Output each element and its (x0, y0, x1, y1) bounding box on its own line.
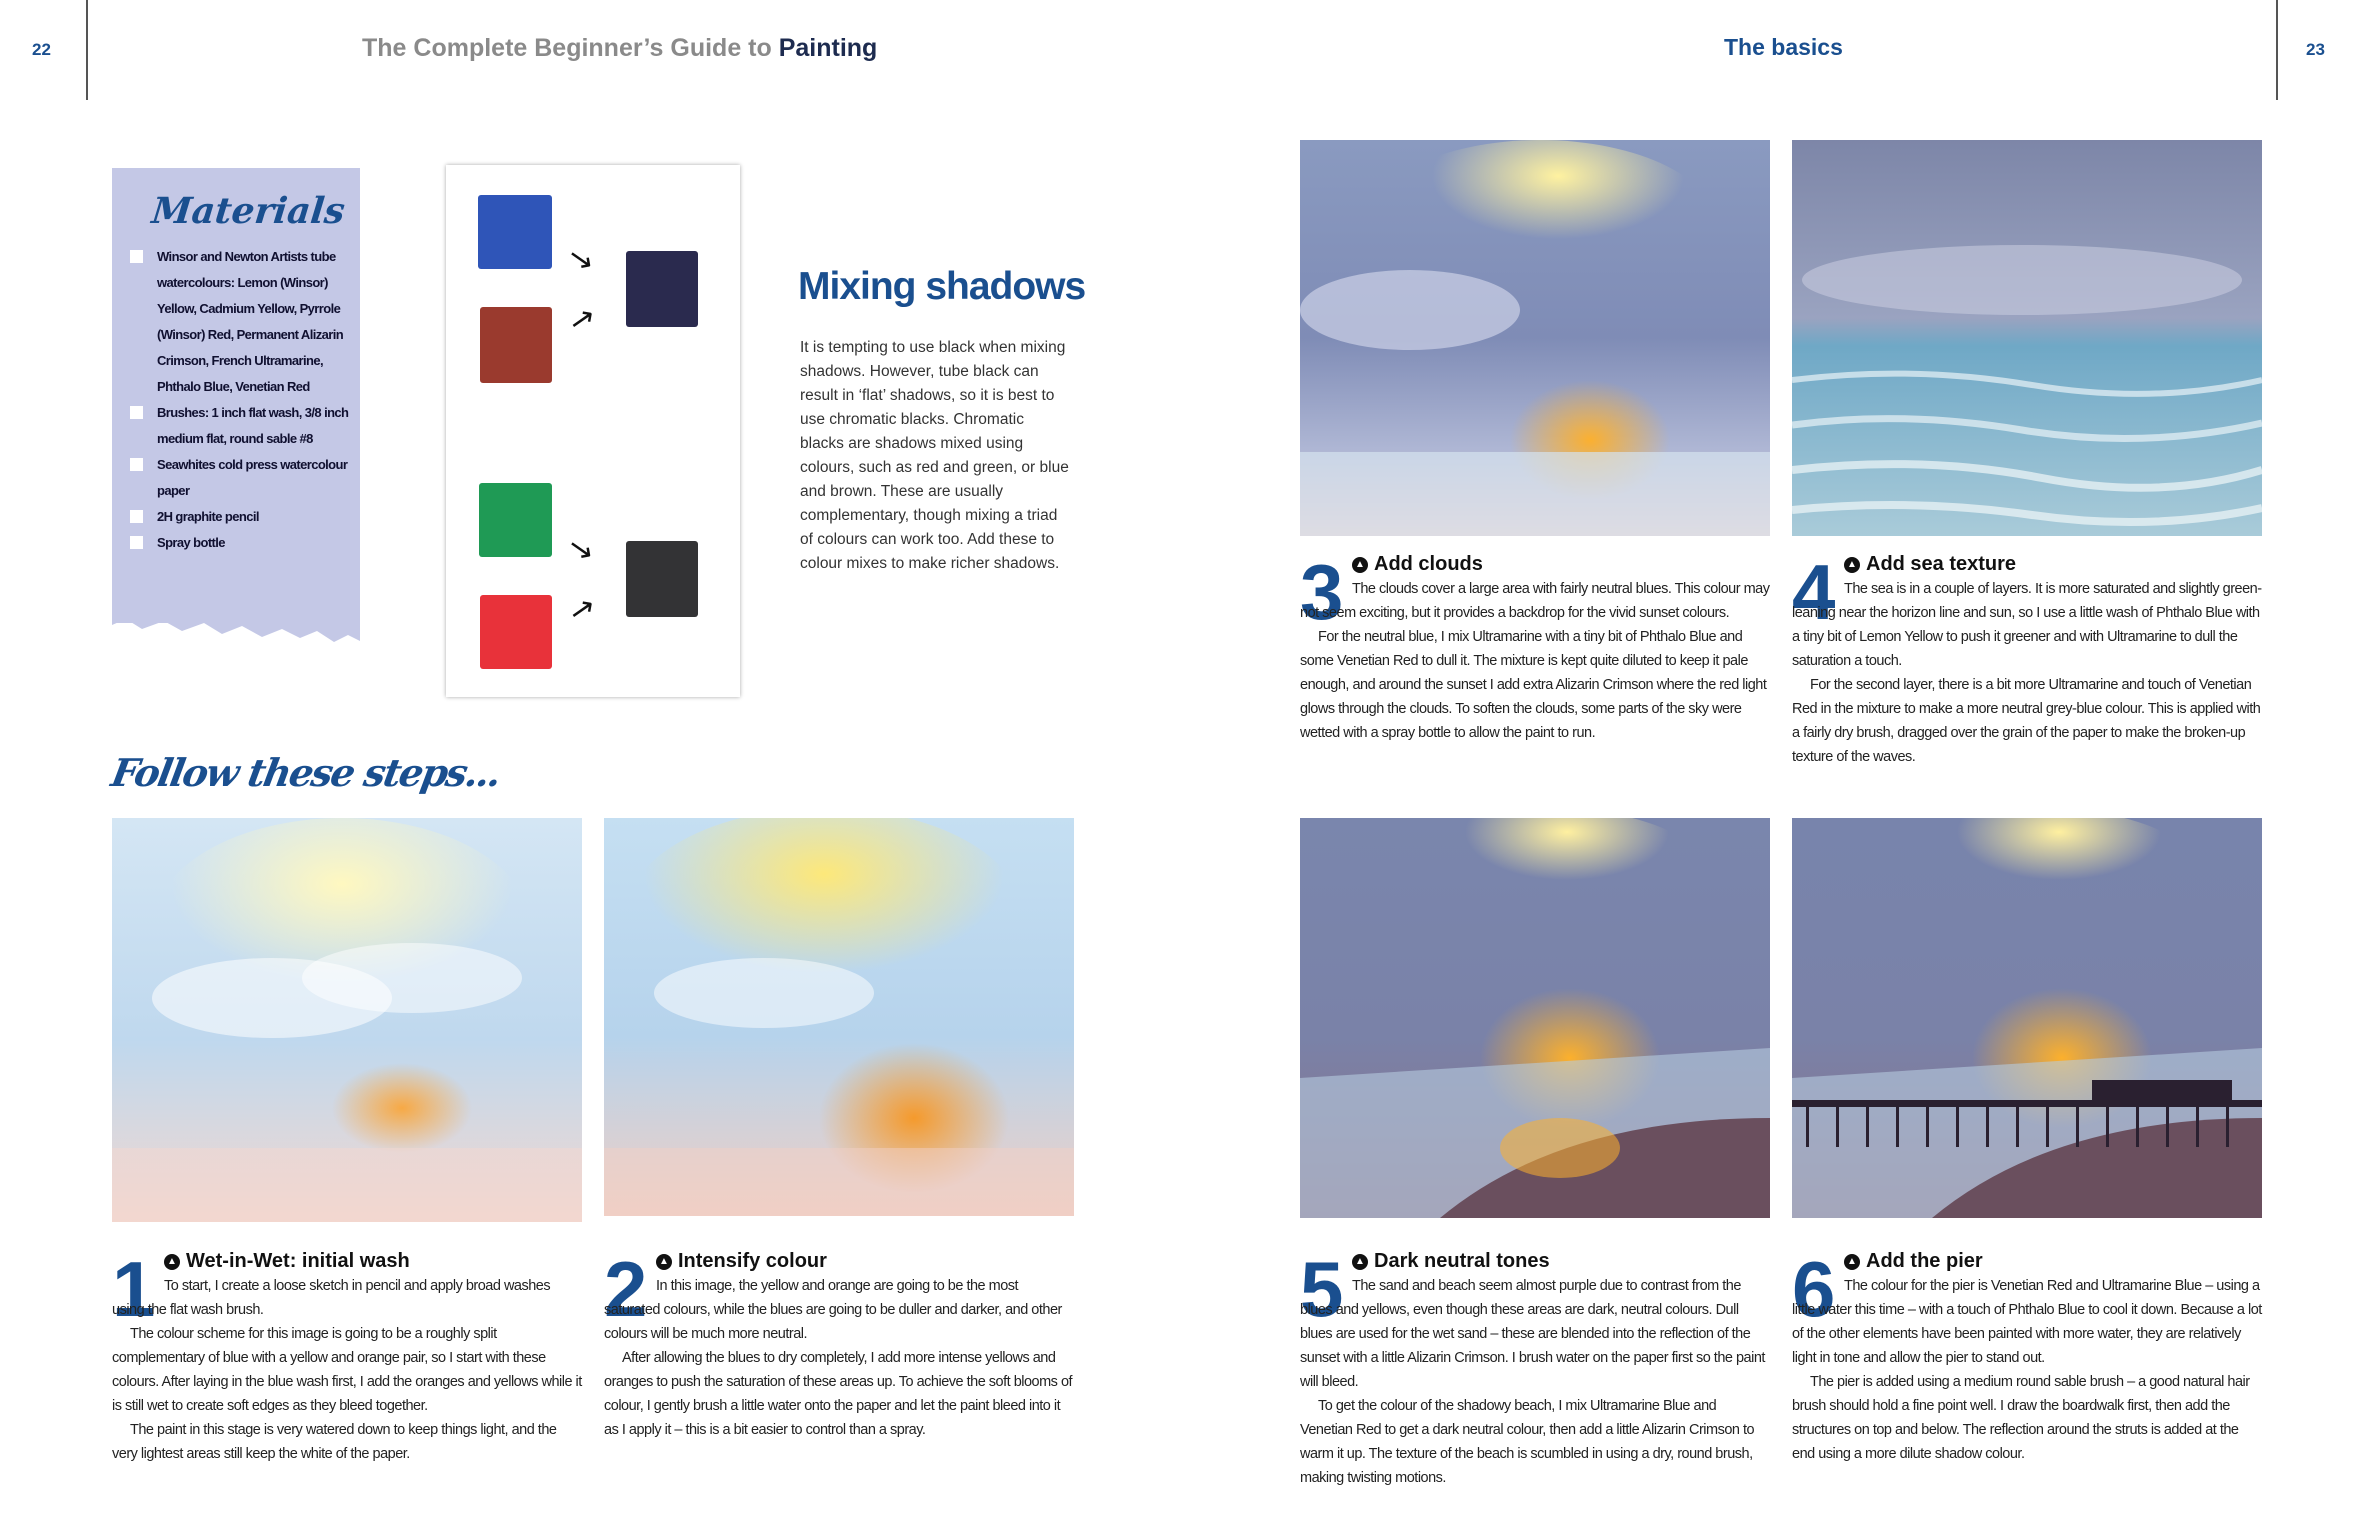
right-page-number: 23 (2306, 40, 2325, 59)
arrow-up-right-icon: → (561, 298, 603, 342)
up-arrow-circle-icon: ▲ (1844, 1254, 1860, 1270)
step-heading: ▲ Add the pier (1844, 1250, 1983, 1273)
materials-item: Seawhites cold press watercolour paper (130, 452, 350, 504)
step-heading: ▲ Wet-in-Wet: initial wash (164, 1250, 410, 1273)
step-1-painting (112, 818, 582, 1222)
materials-box (112, 168, 360, 623)
step-heading: ▲ Dark neutral tones (1352, 1250, 1550, 1273)
blue-brown-mix-swatch (626, 251, 698, 327)
green-red-mix-swatch (626, 541, 698, 617)
step-number: 4 (1792, 548, 1836, 636)
up-arrow-circle-icon: ▲ (1352, 557, 1368, 573)
step-6-painting (1792, 818, 2262, 1218)
materials-item: 2H graphite pencil (130, 504, 350, 530)
step-number: 3 (1300, 548, 1344, 636)
arrow-down-right-icon: → (560, 528, 602, 572)
step-2-painting (604, 818, 1074, 1216)
step-body: The sand and beach seem almost purple due to contrast from the blues and yellows, even though these areas are dark, neutral colours. Dull blues are used for the wet sand – these are blended into the reflection of the sunset with a little Alizarin Crimson. I brush water on the paper first so the paint will bleed. To get the colour of the shadowy beach, I mix Ultramarine Blue and Venetian Red to get a dark neutral colour, then add a little Alizarin Crimson to warm it up. The texture of the beach is scumbled in using a dry, round brush, making twisting motions. (1300, 1278, 1765, 1486)
swatch-card (446, 165, 740, 697)
step-heading: ▲ Intensify colour (656, 1250, 827, 1273)
step-number: 5 (1300, 1245, 1344, 1333)
mixing-shadows-title: Mixing shadows (798, 265, 1086, 308)
brown-swatch (480, 307, 552, 383)
materials-list (130, 244, 350, 556)
step-heading: ▲ Add sea texture (1844, 553, 2016, 576)
left-header-rule (86, 0, 88, 100)
step-body: The colour for the pier is Venetian Red and Ultramarine Blue – using a little water this time – with a touch of Phthalo Blue to cool it down. Because a lot of the other elements have been painted with more water, they are relatively light in tone and allow the pier to stand out. The pier is added using a medium round sable brush – a good natural hair brush should hold a fine point well. I draw the boardwalk first, then add the structures on top and below. The reflection around the struts is added at the end using a more dilute shadow colour. (1792, 1278, 2262, 1462)
step-number: 6 (1792, 1245, 1836, 1333)
mixing-shadows-body: It is tempting to use black when mixing shadows. However, tube black can result in ‘flat’ shadows, so it is best to use chromatic blacks. Chromatic blacks are shadows mixed using colours, such as red and green, or blue and brown. These are usually complementary, though mixing a triad of colours can work too. Add these to colour mixes to make richer shadows. (800, 339, 1069, 572)
up-arrow-circle-icon: ▲ (656, 1254, 672, 1270)
green-swatch (479, 483, 552, 557)
materials-item: Winsor and Newton Artists tube watercolours: Lemon (Winsor) Yellow, Cadmium Yellow, Pyrrole (Winsor) Red, Permanent Alizarin Crimson, French Ultramarine, Phthalo Blue, Venetian Red (130, 244, 350, 400)
left-page-number: 22 (32, 40, 51, 59)
torn-edge-decoration (112, 611, 360, 645)
step-body: In this image, the yellow and orange are going to be the most saturated colours, while the blues are going to be duller and darker, and other colours will be much more neutral. After allowing the blues to dry completely, I add more intense yellows and oranges to push the saturation of these areas up. To achieve the soft blooms of colour, I gently brush a little water onto the paper and let the paint bleed into it as I apply it – this is a bit easier to control than a spray. (604, 1278, 1073, 1438)
blue-swatch (478, 195, 552, 269)
step-3-painting (1300, 140, 1770, 536)
up-arrow-circle-icon: ▲ (1844, 557, 1860, 573)
arrow-up-right-icon: → (561, 588, 603, 632)
checkbox-icon (130, 458, 143, 471)
step-heading: ▲ Add clouds (1352, 553, 1483, 576)
checkbox-icon (130, 250, 143, 263)
book-title-prefix: The Complete Beginner’s Guide to (362, 34, 772, 62)
red-swatch (480, 595, 552, 669)
step-body: The clouds cover a large area with fairly neutral blues. This colour may not seem exciting, but it provides a backdrop for the vivid sunset colours. For the neutral blue, I mix Ultramarine with a tiny bit of Phthalo Blue and some Venetian Red to dull it. The mixture is kept quite diluted to keep it pale enough, and around the sunset I add extra Alizarin Crimson where the red light glows through the clouds. To soften the clouds, some parts of the sky were wetted with a spray bottle to allow the paint to run. (1300, 581, 1770, 741)
checkbox-icon (130, 406, 143, 419)
book-title (362, 34, 877, 63)
step-number: 2 (604, 1245, 648, 1333)
checkbox-icon (130, 510, 143, 523)
book-title-subject: Painting (778, 34, 878, 62)
materials-item: Brushes: 1 inch flat wash, 3/8 inch medium flat, round sable #8 (130, 400, 350, 452)
up-arrow-circle-icon: ▲ (164, 1254, 180, 1270)
materials-item: Spray bottle (130, 530, 350, 556)
materials-title: Materials (149, 190, 347, 232)
arrow-down-right-icon: → (560, 238, 602, 282)
checkbox-icon (130, 536, 143, 549)
follow-steps-heading: Follow these steps... (108, 750, 504, 795)
step-number: 1 (112, 1245, 156, 1333)
step-5-painting (1300, 818, 1770, 1218)
step-body: To start, I create a loose sketch in pencil and apply broad washes using the flat wash brush. The colour scheme for this image is going to be a roughly split complementary of blue with a yellow and orange pair, so I start with these colours. After laying in the blue wash first, I add the oranges and yellows while it is still wet to create soft edges as they bleed together. The paint in this stage is very watered down to keep things light, and the very lightest areas still keep the white of the paper. (112, 1278, 582, 1462)
section-title: The basics (1724, 34, 1843, 60)
up-arrow-circle-icon: ▲ (1352, 1254, 1368, 1270)
step-4-painting (1792, 140, 2262, 536)
step-body: The sea is in a couple of layers. It is more saturated and slightly green-leaning near the horizon line and sun, so I use a little wash of Phthalo Blue with a tiny bit of Lemon Yellow to push it greener and with Ultramarine to dull the saturation a touch. For the second layer, there is a bit more Ultramarine and touch of Venetian Red in the mixture to make a more neutral grey-blue colour. This is applied with a fairly dry brush, dragged over the grain of the paper to make the broken-up texture of the waves. (1792, 581, 2262, 765)
right-header-rule (2276, 0, 2278, 100)
